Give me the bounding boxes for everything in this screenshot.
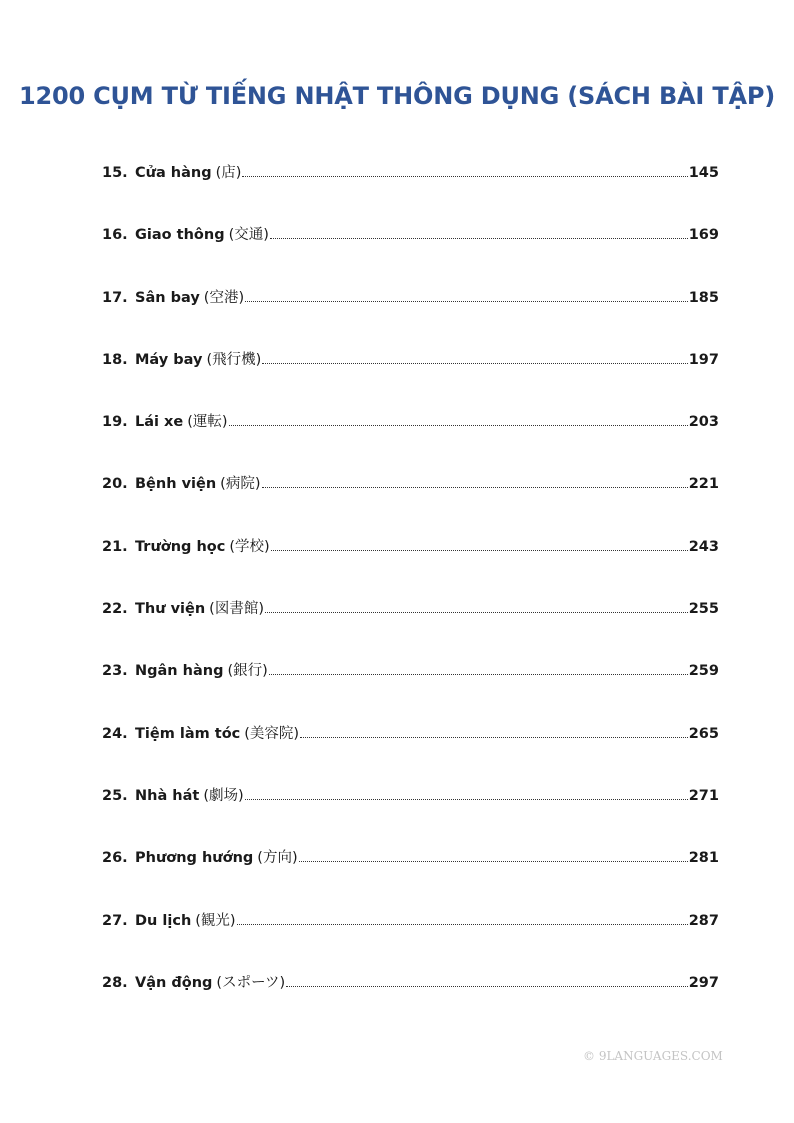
toc-entry-japanese: (病院) xyxy=(220,476,261,493)
toc-entry-number: 22. xyxy=(102,601,128,618)
toc-entry-page: 259 xyxy=(688,663,719,680)
toc-entry-japanese: (観光) xyxy=(195,912,236,929)
toc-entry-title: Lái xe xyxy=(135,414,184,431)
toc-entry-number: 20. xyxy=(102,476,128,493)
toc-entry-japanese: (銀行) xyxy=(227,663,268,680)
toc-entry-title: Máy bay xyxy=(135,351,203,368)
toc-entry[interactable] xyxy=(102,724,719,786)
toc-entry-page: 203 xyxy=(688,414,719,431)
toc-entry[interactable] xyxy=(102,786,719,848)
toc-entry-title: Tiệm làm tóc xyxy=(135,725,241,742)
toc-entry-japanese: (劇场) xyxy=(203,787,244,804)
toc-entry-number: 26. xyxy=(102,850,128,867)
dot-leader xyxy=(299,848,688,862)
toc-entry[interactable] xyxy=(102,661,719,723)
toc-entry-page: 221 xyxy=(688,476,719,493)
dot-leader xyxy=(245,786,688,800)
toc-entry[interactable] xyxy=(102,225,719,287)
toc-entry-page: 271 xyxy=(688,787,719,804)
toc-entry-page: 145 xyxy=(688,165,719,181)
toc-entry-number: 15. xyxy=(102,165,128,181)
toc-entry[interactable] xyxy=(102,599,719,661)
toc-entry-japanese: (美容院) xyxy=(244,725,300,742)
toc-entry[interactable] xyxy=(102,973,719,1035)
toc-entry-page: 243 xyxy=(688,538,719,555)
toc-entry-title: Nhà hát xyxy=(135,787,200,804)
table-of-contents xyxy=(102,163,719,1035)
toc-entry-number: 19. xyxy=(102,414,128,431)
toc-entry-number: 16. xyxy=(102,227,128,244)
toc-entry-number: 24. xyxy=(102,725,128,742)
toc-entry[interactable] xyxy=(102,537,719,599)
toc-entry-japanese: (空港) xyxy=(203,289,245,306)
toc-entry-number: 21. xyxy=(102,538,128,555)
toc-entry-page: 185 xyxy=(688,289,719,306)
toc-entry-title: Du lịch xyxy=(135,912,192,929)
toc-entry-page: 281 xyxy=(688,850,719,867)
toc-entry-title: Trường học xyxy=(135,538,226,555)
toc-entry-title: Sân bay xyxy=(135,289,200,306)
document-title: 1200 CỤM TỪ TIẾNG NHẬT THÔNG DỤNG (SÁCH BÀI TẬP) xyxy=(18,82,776,110)
dot-leader xyxy=(237,911,688,925)
dot-leader xyxy=(286,973,688,987)
toc-entry-page: 169 xyxy=(688,227,719,244)
copyright-watermark: © 9LANGUAGES.COM xyxy=(583,1049,723,1063)
toc-entry-page: 265 xyxy=(688,725,719,742)
toc-entry-page: 197 xyxy=(688,351,719,368)
toc-entry-title: Cửa hàng xyxy=(135,165,212,181)
toc-entry-japanese: (店) xyxy=(215,165,242,181)
toc-entry[interactable] xyxy=(102,412,719,474)
dot-leader xyxy=(242,163,687,177)
toc-entry-japanese: (交通) xyxy=(228,227,269,244)
toc-entry-title: Giao thông xyxy=(135,227,225,244)
toc-entry-title: Phương hướng xyxy=(135,850,254,867)
toc-entry-japanese: (図書館) xyxy=(209,601,264,618)
dot-leader xyxy=(262,350,687,364)
toc-entry-japanese: (スポーツ) xyxy=(216,974,286,991)
toc-entry-page: 287 xyxy=(688,912,719,929)
toc-entry[interactable] xyxy=(102,911,719,973)
toc-entry[interactable] xyxy=(102,288,719,350)
toc-entry-number: 23. xyxy=(102,663,128,680)
toc-entry-number: 18. xyxy=(102,351,128,368)
dot-leader xyxy=(269,661,688,675)
toc-entry[interactable] xyxy=(102,848,719,910)
toc-entry-title: Ngân hàng xyxy=(135,663,224,680)
dot-leader xyxy=(262,474,688,488)
toc-entry-title: Vận động xyxy=(135,974,213,991)
toc-entry-japanese: (方向) xyxy=(257,850,298,867)
toc-entry-japanese: (学校) xyxy=(229,538,270,555)
dot-leader xyxy=(245,288,688,302)
toc-entry-title: Bệnh viện xyxy=(135,476,217,493)
dot-leader xyxy=(229,412,688,426)
toc-entry-number: 27. xyxy=(102,912,128,929)
toc-entry-japanese: (運転) xyxy=(187,414,228,431)
dot-leader xyxy=(271,537,688,551)
toc-entry-page: 255 xyxy=(688,601,719,618)
toc-entry-title: Thư viện xyxy=(135,601,206,618)
dot-leader xyxy=(300,724,688,738)
toc-entry[interactable] xyxy=(102,474,719,536)
toc-entry-number: 17. xyxy=(102,289,128,306)
toc-entry-number: 28. xyxy=(102,974,128,991)
toc-entry-page: 297 xyxy=(688,974,719,991)
toc-entry[interactable] xyxy=(102,350,719,412)
toc-entry-japanese: (飛行機) xyxy=(206,351,262,368)
toc-entry[interactable] xyxy=(102,163,719,225)
toc-entry-number: 25. xyxy=(102,787,128,804)
dot-leader xyxy=(270,225,688,239)
dot-leader xyxy=(265,599,688,613)
